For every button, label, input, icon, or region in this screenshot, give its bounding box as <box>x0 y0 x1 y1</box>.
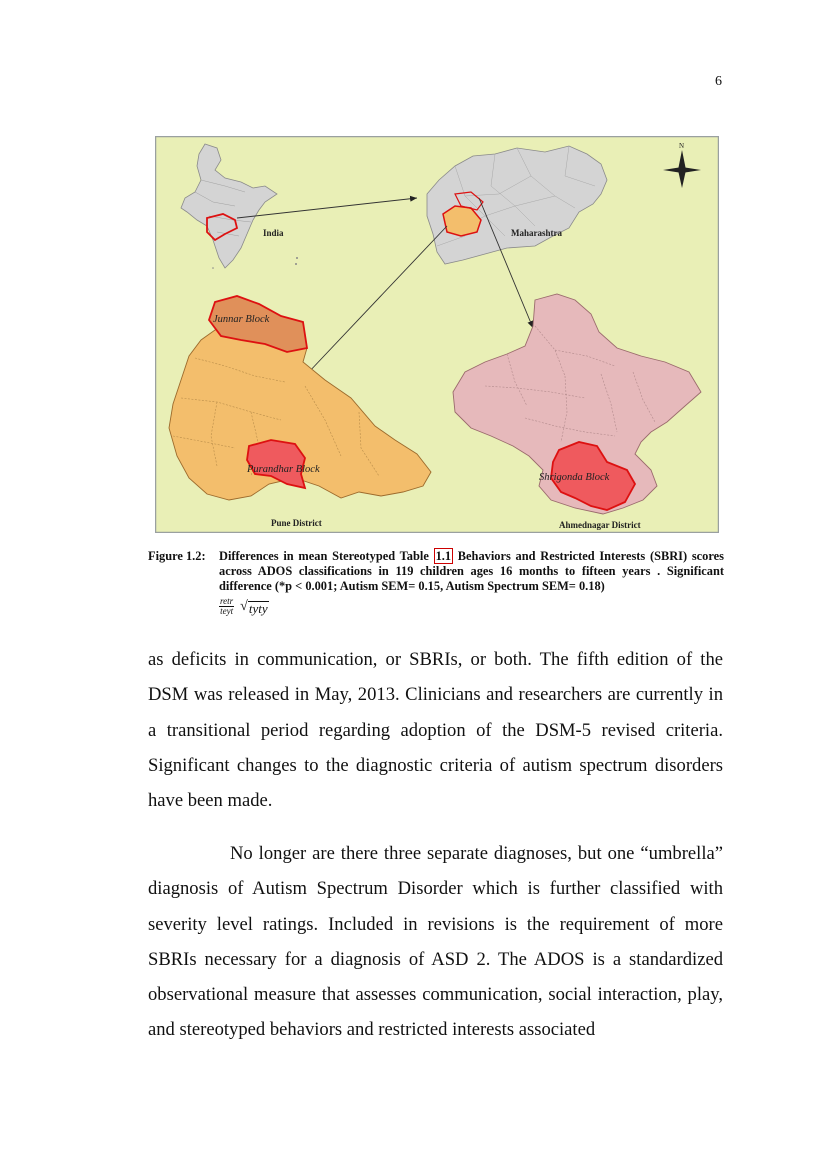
north-label: N <box>679 142 685 150</box>
body-paragraph-2-text: No longer are there three separate diagnoses, but one “umbrella” diagnosis of Autism Spectrum Disorder which is further classified with severity level ratings. Included in revisions is the requirement of more SBRIs necessary for a diagnosis of ASD 2. The ADOS is a standardized observational measure that assesses communication, social interaction, play, and stereotyped behaviors and restricted interests associated <box>148 843 723 1041</box>
islands-dot <box>212 267 214 269</box>
islands-dot <box>296 257 298 259</box>
formula-radicand: tyty <box>248 600 268 616</box>
caption-label: Figure 1.2: <box>148 549 206 563</box>
body-paragraph-1: as deficits in communication, or SBRIs, or both. The fifth edition of the DSM was released in May, 2013. Clinicians and researchers are currently in a transitional period regarding adoption of the DSM-5 revised criteria. Significant changes to the diagnostic criteria of autism spectrum disorders have been made. <box>148 649 723 812</box>
caption-formula <box>219 597 269 616</box>
ahmednagar-district-label: Ahmednagar District <box>559 520 641 530</box>
formula-fraction <box>219 597 234 616</box>
body-paragraph-2 <box>148 836 723 1048</box>
page-number: 6 <box>715 74 722 89</box>
islands-dot <box>295 263 297 265</box>
caption-text-before: Differences in mean Stereotyped Table <box>219 549 434 563</box>
shrigonda-label: Shrigonda Block <box>539 472 610 483</box>
formula-denominator: teyt <box>220 606 234 616</box>
caption-text-after: Behaviors and Restricted Interests (SBRI) scores across ADOS classifications in 119 children ages 16 months to fifteen years . Significant difference (*p < 0.001; Autism SEM= 0.15, Autism Spectrum SEM= 0.18) <box>219 549 724 593</box>
radical-sign: √ <box>240 598 248 614</box>
figure-caption <box>148 549 724 594</box>
table-reference-link[interactable]: 1.1 <box>435 549 452 563</box>
caption-body <box>219 549 724 594</box>
purandhar-label: Purandhar Block <box>247 464 320 475</box>
formula-numerator: retr <box>220 596 234 606</box>
india-label: India <box>263 228 284 238</box>
formula-sqrt <box>240 599 268 615</box>
maharashtra-label: Maharashtra <box>511 228 562 238</box>
pune-district-label: Pune District <box>271 518 322 528</box>
figure-map <box>155 136 719 533</box>
junnar-label: Junnar Block <box>213 314 270 325</box>
